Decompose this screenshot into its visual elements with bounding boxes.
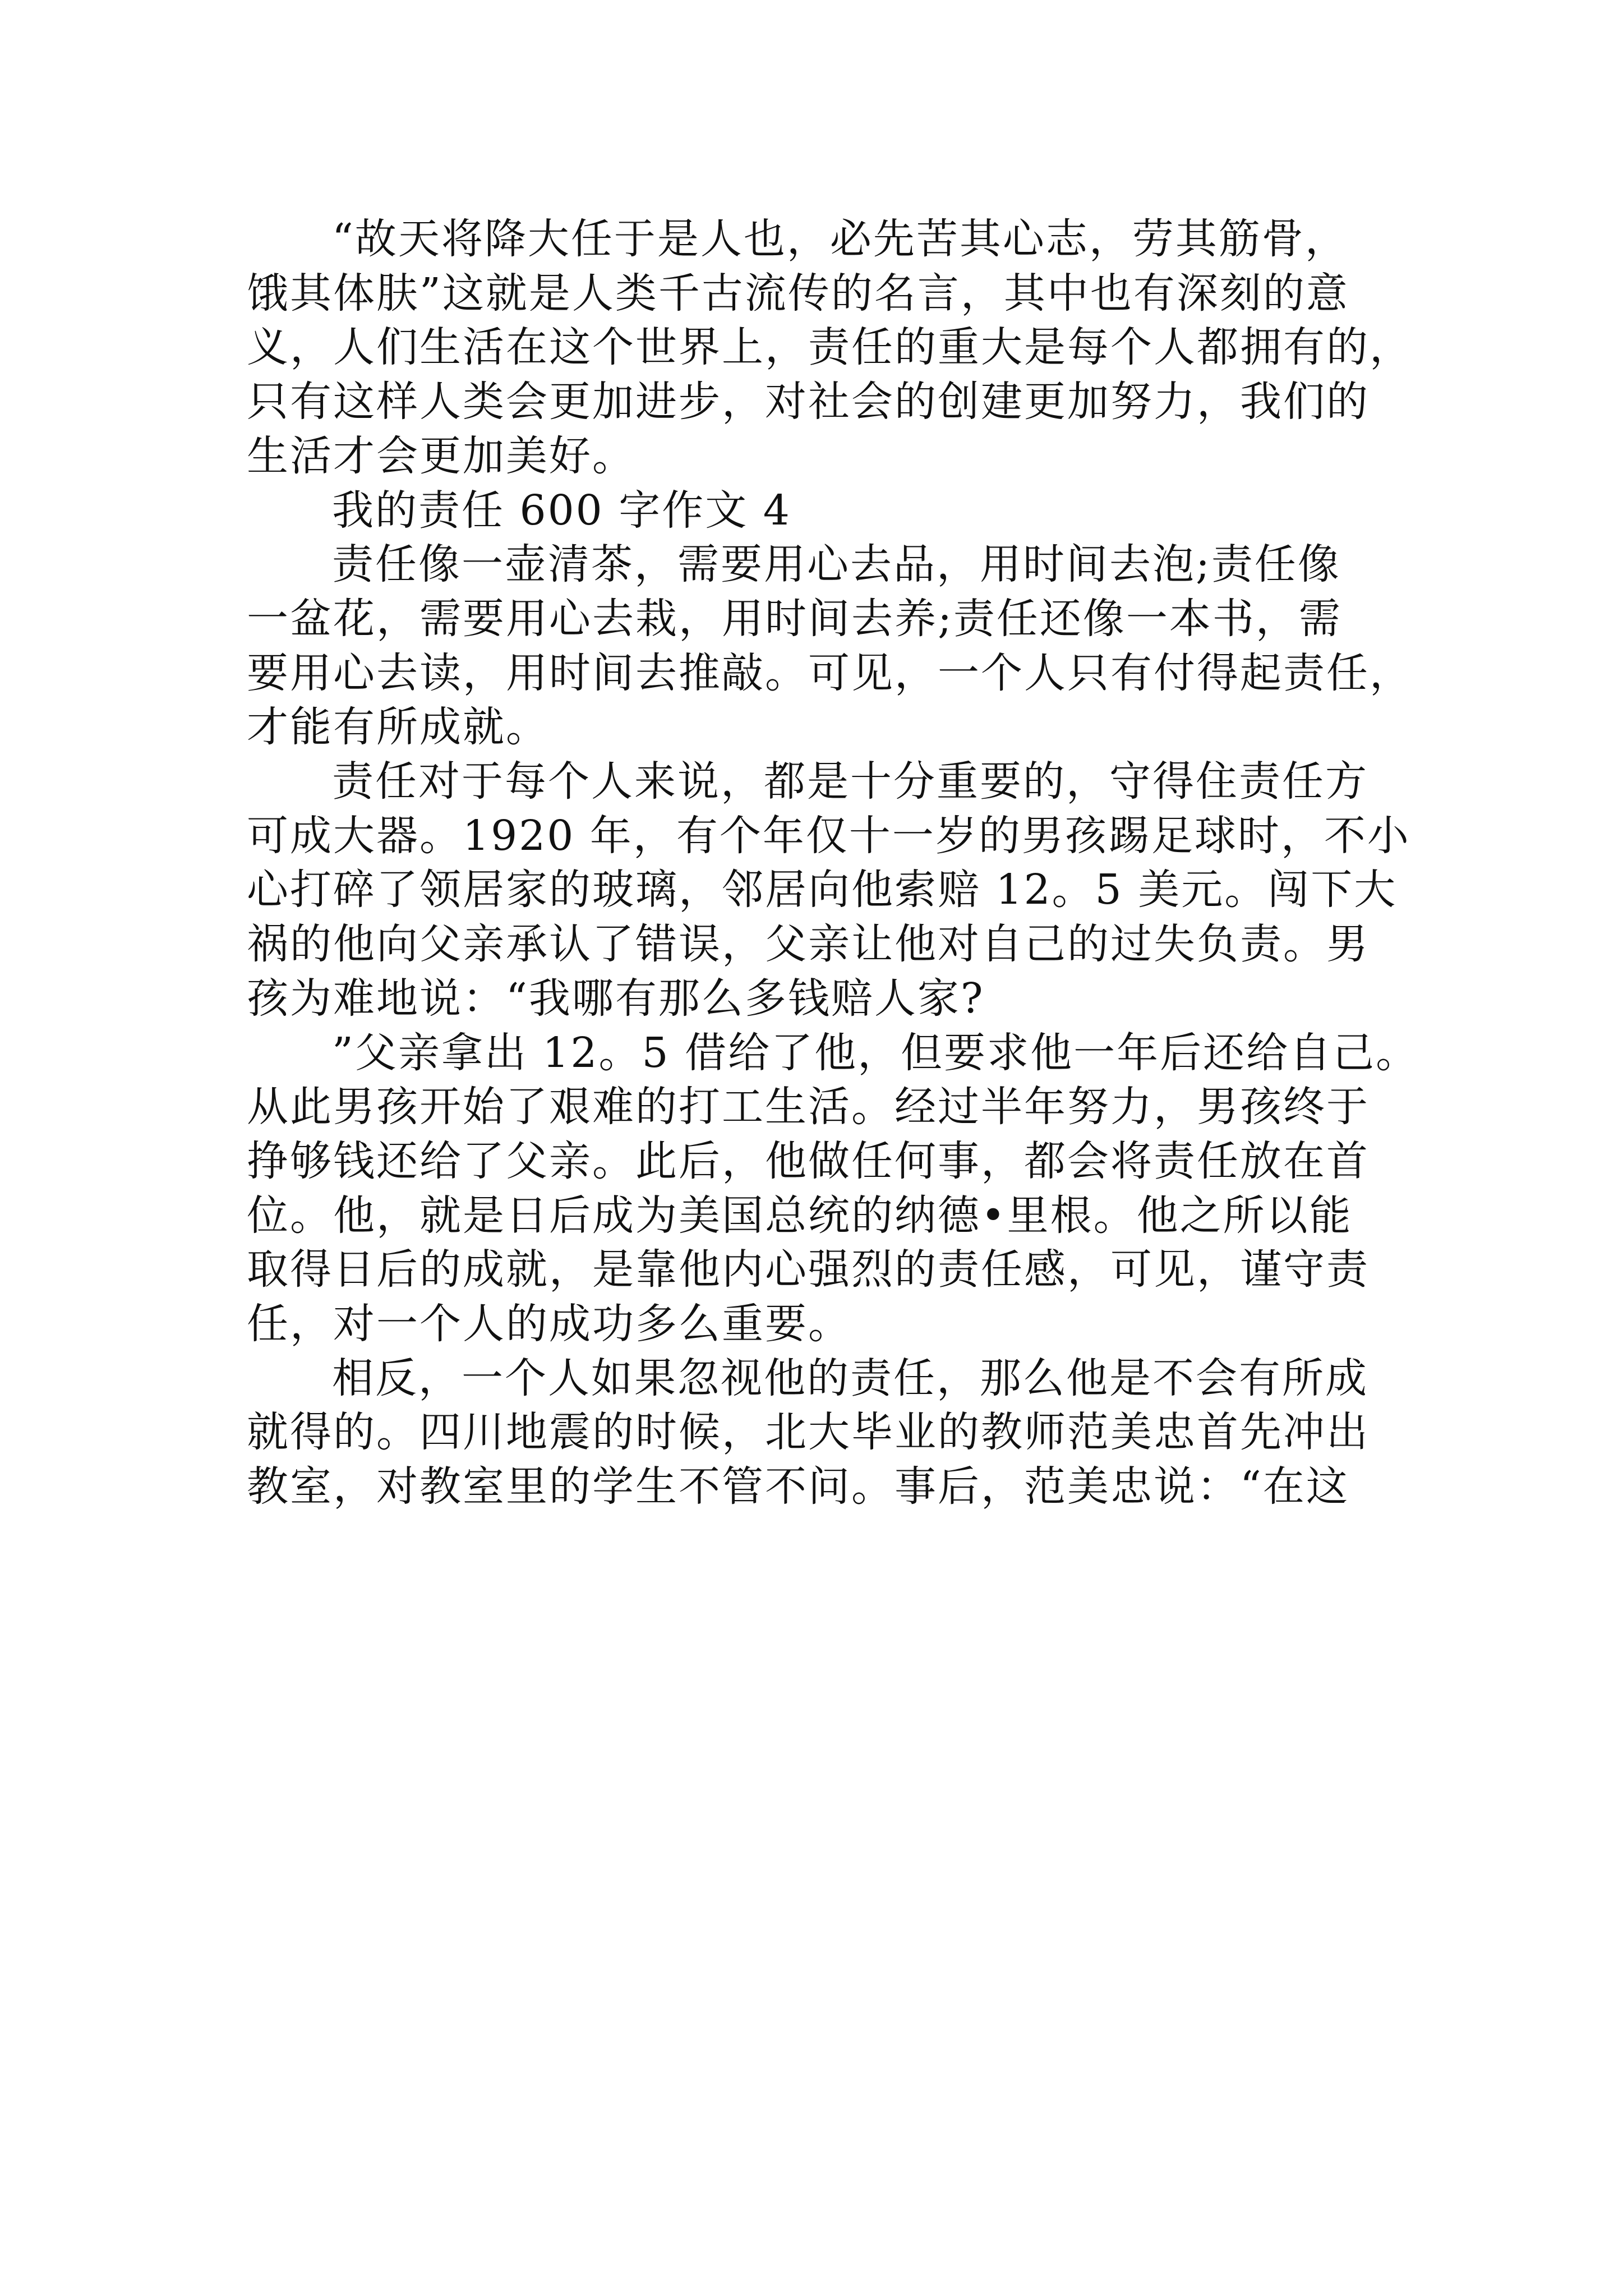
paragraph-line: 心打碎了领居家的玻璃，邻居向他索赔 12。5 美元。闯下大 <box>247 866 1398 914</box>
paragraph-first-line: 相反，一个人如果忽视他的责任，那么他是不会有所成 <box>332 1354 1368 1402</box>
paragraph-line: 挣够钱还给了父亲。此后，他做任何事，都会将责任放在首 <box>247 1137 1370 1185</box>
paragraph-line: 就得的。四川地震的时候，北大毕业的教师范美忠首先冲出 <box>247 1408 1370 1457</box>
paragraph-line: 祸的他向父亲承认了错误，父亲让他对自己的过失负责。男 <box>247 920 1370 969</box>
paragraph-line: 只有这样人类会更加进步，对社会的创建更加努力，我们的 <box>247 378 1370 426</box>
paragraph-line: 位。他，就是日后成为美国总统的纳德•里根。他之所以能 <box>247 1191 1353 1240</box>
paragraph-line: 饿其体肤”这就是人类千古流传的名言，其中也有深刻的意 <box>247 269 1349 318</box>
paragraph-line: 才能有所成就。 <box>247 703 549 752</box>
paragraph-line: 孩为难地说：“我哪有那么多钱赔人家? <box>247 974 985 1023</box>
paragraph-first-line: 责任像一壶清茶，需要用心去品，用时间去泡;责任像 <box>332 540 1341 589</box>
paragraph-line: 从此男孩开始了艰难的打工生活。经过半年努力，男孩终于 <box>247 1083 1370 1131</box>
paragraph-line: 取得日后的成就，是靠他内心强烈的责任感，可见，谨守责 <box>247 1245 1370 1294</box>
paragraph-line: 要用心去读，用时间去推敲。可见，一个人只有付得起责任， <box>247 648 1413 697</box>
paragraph-line: 一盆花，需要用心去栽，用时间去养;责任还像一本书，需 <box>247 594 1342 643</box>
paragraph-first-line: 责任对于每个人来说，都是十分重要的，守得住责任方 <box>332 757 1368 806</box>
paragraph-line: 生活才会更加美好。 <box>247 431 635 480</box>
paragraph-line: 可成大器。1920 年，有个年仅十一岁的男孩踢足球时，不小 <box>247 811 1410 860</box>
paragraph-first-line: ”父亲拿出 12。5 借给了他，但要求他一年后还给自己。 <box>332 1028 1419 1077</box>
paragraph-line: 义，人们生活在这个世界上，责任的重大是每个人都拥有的， <box>247 323 1413 372</box>
paragraph-line: 教室，对教室里的学生不管不问。事后，范美忠说：“在这 <box>247 1462 1349 1511</box>
paragraph-first-line: 我的责任 600 字作文 4 <box>332 486 791 535</box>
paragraph-first-line: “故天将降大任于是人也，必先苦其心志，劳其筋骨， <box>332 215 1348 263</box>
paragraph-line: 任，对一个人的成功多么重要。 <box>247 1300 851 1348</box>
